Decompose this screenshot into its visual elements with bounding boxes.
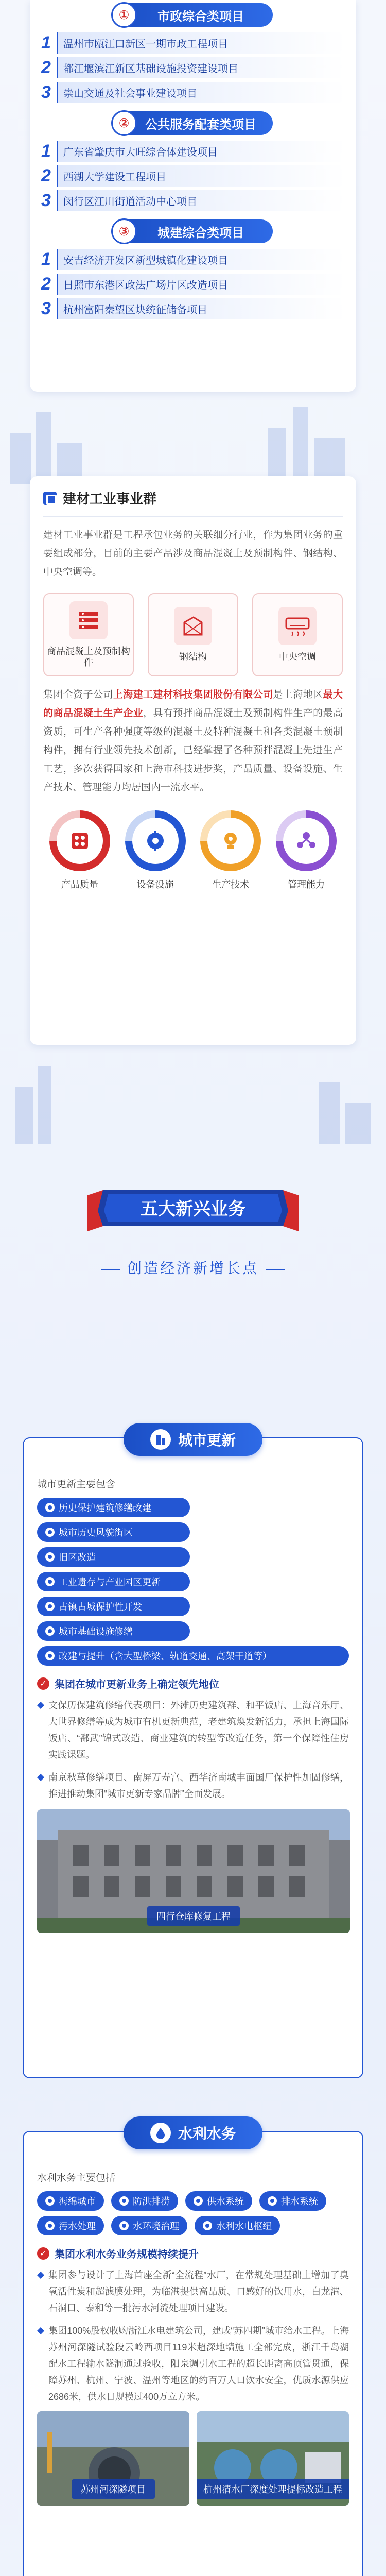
project-item-label: 闵行区江川街道活动中心项目 <box>57 190 345 211</box>
project-item <box>41 166 345 185</box>
group-heading <box>43 488 343 517</box>
chip-label: 旧区改造 <box>59 1552 96 1563</box>
project-category <box>41 219 345 318</box>
water-tag <box>124 2116 262 2149</box>
category-list <box>41 3 345 318</box>
quality-icon <box>68 829 91 852</box>
chip-label: 水利水电枢纽 <box>216 2221 272 2231</box>
chip-dot-icon <box>45 2196 55 2206</box>
five-business-title: 五大新兴业务 <box>141 1199 245 1219</box>
water-chip <box>195 2216 280 2235</box>
management-icon <box>295 829 318 852</box>
water-chip <box>185 2191 252 2211</box>
water-intro: 水利水务主要包括 <box>37 2173 116 2183</box>
water-subheading-text: 集团水利水务业务规模持续提升 <box>55 2249 199 2260</box>
product-steel <box>148 593 238 676</box>
five-business-banner <box>87 1185 299 1236</box>
project-item <box>41 58 345 77</box>
urban-chip <box>37 1547 190 1567</box>
chip-dot-icon <box>203 2221 212 2230</box>
project-item-number: 3 <box>41 299 51 318</box>
five-business-subtitle: 创造经济新增长点 <box>0 1257 386 1278</box>
urban-renewal-card <box>23 1432 363 2078</box>
urban-chip <box>37 1572 190 1591</box>
chip-label: 古镇古城保护性开发 <box>59 1602 142 1612</box>
technology-icon <box>219 829 242 852</box>
product-concrete <box>43 593 134 676</box>
product-label-steel: 钢结构 <box>179 652 207 662</box>
urban-bullet-2: 南京秋草修缮项目、南屏万寿宫、西华济南城丰面国厂保护性加固修缮，推进推动集团“城市更新专家品牌”全面发展。 <box>37 1769 349 1802</box>
chip-label: 工业遗存与产业园区更新 <box>59 1577 161 1587</box>
group-detail <box>43 686 343 797</box>
chip-dot-icon <box>119 2221 129 2230</box>
skyline-decoration-2 <box>0 1061 386 1144</box>
chip-label: 污水处理 <box>59 2221 96 2231</box>
strength-label-technology: 生产技术 <box>212 879 250 890</box>
detail-highlight-company: 上海建工建材科技集团股份有限公司 <box>113 689 273 700</box>
chip-dot-icon <box>45 1651 55 1660</box>
urban-photo-caption: 四行仓库修复工程 <box>147 1906 240 1926</box>
urban-renewal-tag <box>124 1423 262 1456</box>
quality-ring <box>49 810 110 871</box>
steel-structure-icon <box>174 607 212 645</box>
urban-intro: 城市更新主要包含 <box>37 1479 116 1490</box>
check-icon: ✓ <box>37 1677 49 1690</box>
category-number-badge: ③ <box>111 218 137 244</box>
strength-label-management: 管理能力 <box>287 879 325 890</box>
category-number-badge: ① <box>111 2 137 28</box>
urban-bullet-1: 文保历保建筑修缮代表项目：外滩历史建筑群、和平饭店、上海音乐厅、大世界修缮等成为城市有机更新典范，老建筑焕发新活力，承担上海国际饭店、“鄱武”锦式改造、商业建筑的转型等改造任务，第一个保障性住房实践课题。 <box>37 1697 349 1763</box>
group-heading-icon <box>43 492 57 505</box>
water-photos <box>37 2411 349 2506</box>
water-subheading <box>37 2246 349 2261</box>
product-label-concrete: 商品混凝土及预制构件 <box>47 646 130 668</box>
technology-ring <box>200 810 261 871</box>
group-title: 建材工业事业群 <box>63 491 157 506</box>
category-items <box>41 249 345 318</box>
chip-label: 城市基础设施修缮 <box>59 1626 133 1637</box>
chip-dot-icon <box>194 2196 203 2206</box>
equipment-icon <box>144 829 167 852</box>
urban-chip <box>37 1621 190 1641</box>
concrete-icon <box>69 601 108 639</box>
group-intro: 建材工业事业群是工程承包业务的关联细分行业，作为集团业务的重要组成部分，目前的主要产品涉及商品混凝土及预制构件、钢结构、中央空调等。 <box>43 530 343 578</box>
project-item-label: 都江堰滨江新区基础设施投资建设项目 <box>57 57 345 78</box>
water-bullet-1: 集团参与设计了上海首座全新“全流程”水厂，在常规处理基础上增加了臭氧活性炭和超滤膜处理，为临港提供高品质、口感好的饮用水，白龙港、石洞口、泰和等一批污水河流处理项目建设。 <box>37 2267 349 2316</box>
strength-technology <box>197 810 264 891</box>
product-label-ac: 中央空调 <box>279 652 316 662</box>
strength-row <box>43 810 343 891</box>
project-item <box>41 33 345 53</box>
chip-label: 防洪排涝 <box>133 2196 170 2207</box>
five-business-header <box>0 1185 386 1288</box>
skyline-decoration <box>0 402 386 484</box>
water-title: 水利水务 <box>178 2126 236 2142</box>
category-title: 城建综合类项目 <box>157 226 244 240</box>
urban-chips <box>37 1498 349 1666</box>
project-item-number: 2 <box>41 58 51 77</box>
chip-label: 海绵城市 <box>59 2196 96 2207</box>
project-item-number: 3 <box>41 82 51 102</box>
chip-label: 历史保护建筑修缮改建 <box>59 1503 151 1513</box>
chip-label: 水环境治理 <box>133 2221 179 2231</box>
strength-label-equipment: 设备设施 <box>136 879 174 890</box>
water-photo-1 <box>37 2411 189 2506</box>
water-drop-icon <box>150 2123 171 2143</box>
category-header <box>113 219 273 243</box>
equipment-ring <box>125 810 186 871</box>
project-category <box>41 111 345 210</box>
project-categories-card <box>30 0 356 392</box>
category-header <box>113 111 273 135</box>
project-item-number: 2 <box>41 274 51 294</box>
management-ring <box>276 810 337 871</box>
category-title: 市政综合类项目 <box>157 9 244 24</box>
project-item-label: 杭州富阳秦望区块统征储备项目 <box>57 298 345 319</box>
urban-chip <box>37 1646 349 1666</box>
project-item-number: 1 <box>41 33 51 53</box>
project-item <box>41 299 345 318</box>
urban-chip <box>37 1498 190 1517</box>
project-item-label: 日照市东港区政法广场片区改造项目 <box>57 274 345 295</box>
water-chips <box>37 2191 349 2235</box>
water-chip <box>37 2216 104 2235</box>
project-item-number: 3 <box>41 191 51 210</box>
water-photo-caption-2: 杭州清水厂深度处理提标改造工程 <box>197 2479 349 2499</box>
project-item-label: 西湖大学建设工程项目 <box>57 165 345 187</box>
product-ac <box>252 593 343 676</box>
project-item-number: 1 <box>41 141 51 161</box>
project-item <box>41 141 345 161</box>
strength-quality <box>46 810 113 891</box>
category-header <box>113 3 273 27</box>
air-conditioner-icon <box>278 607 317 645</box>
chip-label: 城市历史风貌街区 <box>59 1528 133 1538</box>
project-item-number: 1 <box>41 249 51 269</box>
detail-highlight-largest: 最大的商品混凝土生产企业 <box>43 689 343 719</box>
project-item-number: 2 <box>41 166 51 185</box>
project-item <box>41 191 345 210</box>
urban-photo <box>37 1809 350 1933</box>
chip-dot-icon <box>119 2196 129 2206</box>
urban-renewal-title: 城市更新 <box>178 1432 236 1448</box>
project-item-label: 温州市瓯江口新区一期市政工程项目 <box>57 32 345 54</box>
project-item <box>41 82 345 102</box>
check-icon: ✓ <box>37 2247 49 2260</box>
strength-label-quality: 产品质量 <box>61 879 98 890</box>
product-row <box>43 593 343 676</box>
project-item-label: 崇山交通及社会事业建设项目 <box>57 82 345 103</box>
detail-text-3: ，具有预拌商品混凝土及预制构件生产的最高资质，可生产各种强度等级的混凝土及特种混凝土和各类混凝土预制构件，拥有行业领先技术创新，已经掌握了各种预拌混凝土先进生产工艺，多次获得国家和上海市科技进步奖，产品质量、设备设施、生产技术、管理能力均居国内一流水平。 <box>43 708 343 793</box>
category-number-badge: ② <box>111 110 137 136</box>
water-photo-2 <box>197 2411 349 2506</box>
category-items <box>41 33 345 102</box>
category-title: 公共服务配套类项目 <box>145 117 256 132</box>
category-items <box>41 141 345 210</box>
chip-dot-icon <box>45 1602 55 1611</box>
construction-materials-group-card <box>30 476 356 1045</box>
chip-dot-icon <box>268 2196 277 2206</box>
project-item-label: 安吉经济开发区新型城镇化建设项目 <box>57 249 345 270</box>
chip-dot-icon <box>45 1577 55 1586</box>
strength-management <box>273 810 340 891</box>
water-chip <box>111 2216 187 2235</box>
water-chip <box>259 2191 326 2211</box>
urban-subheading <box>37 1676 349 1691</box>
chip-dot-icon <box>45 2221 55 2230</box>
water-chip <box>37 2191 104 2211</box>
chip-dot-icon <box>45 1626 55 1636</box>
project-category <box>41 3 345 102</box>
detail-text-1: 集团全资子公司 <box>43 689 113 700</box>
project-item <box>41 274 345 294</box>
detail-text-2: 是上海地区 <box>273 689 323 700</box>
chip-label: 供水系统 <box>207 2196 244 2207</box>
strength-equipment <box>122 810 189 891</box>
project-item-label: 广东省肇庆市大旺综合体建设项目 <box>57 141 345 162</box>
project-item <box>41 249 345 269</box>
chip-label: 排水系统 <box>281 2196 318 2207</box>
water-photo-caption-1: 苏州河深隧项目 <box>72 2479 155 2499</box>
water-bullet-2: 集团100%股权收购浙江水电建筑公司，建成“苏四期”城市给水工程。上海苏州河深隧试验段云岭西项目119米超深地墙施工全部完成，浙江千岛湖配水工程输水隧洞通过验收，阳泉调引水工程的超长距离高顶管贯通，保障苏州、杭州、宁波、温州等地区的约百万人口饮水安全，优质水源供应2686米，供水日规模过400万立方米。 <box>37 2323 349 2405</box>
water-chip <box>111 2191 178 2211</box>
building-icon <box>150 1429 171 1450</box>
urban-chip <box>37 1522 190 1542</box>
chip-dot-icon <box>45 1552 55 1562</box>
chip-label: 改建与提升（含大型桥梁、轨道交通、高架干道等） <box>59 1651 272 1662</box>
chip-dot-icon <box>45 1528 55 1537</box>
chip-dot-icon <box>45 1503 55 1512</box>
water-card <box>23 2126 363 2576</box>
urban-subheading-text: 集团在城市更新业务上确定领先地位 <box>55 1679 219 1690</box>
urban-chip <box>37 1597 190 1616</box>
